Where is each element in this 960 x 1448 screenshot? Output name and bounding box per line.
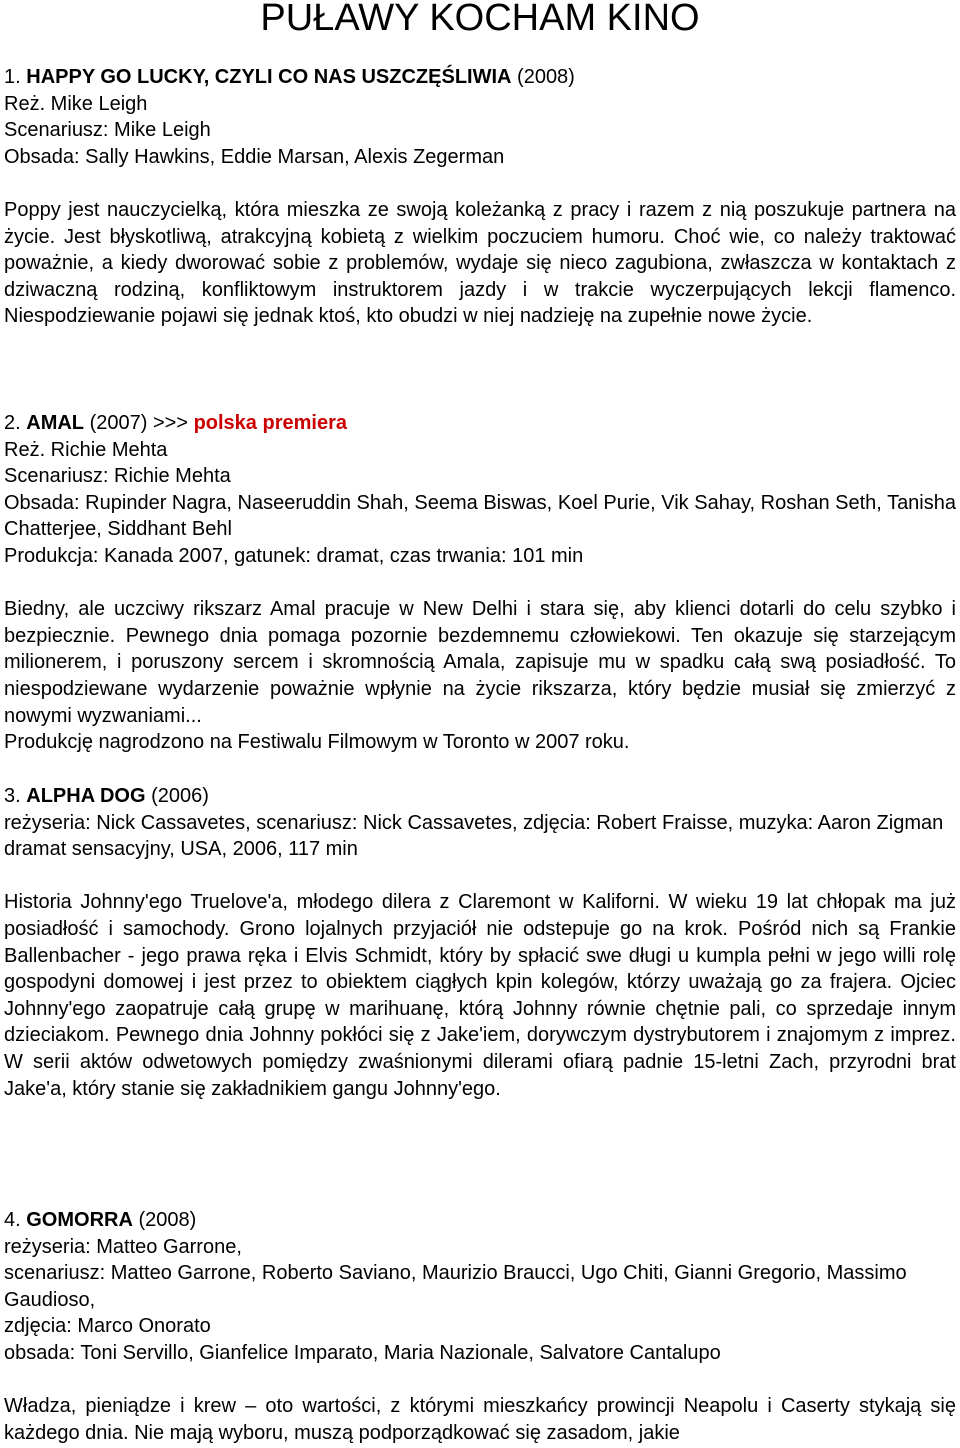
film-cast: obsada: Toni Servillo, Gianfelice Imparato, Maria Nazionale, Salvatore Cantalupo [4, 1341, 721, 1364]
film-number: 1. [4, 66, 21, 88]
film-director: reżyseria: Matteo Garrone, [4, 1235, 242, 1258]
film-award: Produkcję nagrodzono na Festiwalu Filmowym w Toronto w 2007 roku. [4, 731, 630, 754]
film-director: Reż. Mike Leigh [4, 92, 148, 115]
film-genre: dramat sensacyjny, USA, 2006, 117 min [4, 838, 358, 861]
film-description: Władza, pieniądze i krew – oto wartości, z którymi mieszkańcy prowincji Neapolu i Caserty stykają się każdego dnia. Nie mają wyboru, muszą podporządkować się zasadom, jakie [4, 1395, 956, 1444]
film-year: (2006) [151, 785, 209, 807]
film-heading [4, 410, 956, 437]
film-heading [4, 1207, 956, 1234]
film-year: (2007) >>> [89, 412, 188, 434]
film-entry-1 [4, 64, 956, 330]
film-writer: Scenariusz: Mike Leigh [4, 119, 211, 142]
film-title: HAPPY GO LUCKY, CZYLI CO NAS USZCZĘŚLIWIA [26, 66, 512, 88]
film-title: AMAL [26, 412, 85, 434]
film-description: Biedny, ale uczciwy rikszarz Amal pracuje w New Delhi i stara się, aby klienci dotarli do celu szybko i bezpiecznie. Pewnego dnia pomaga pozornie bezdemnemu człowiekowi. Ten okazuje się starzejącym milionerem, i poruszony sercem i skromnością Amala, zapisuje mu w spadku całą swą posiadłość. To niespodziewane wydarzenie poważnie wpłynie na życie rikszarza, który będzie musiał się zmierzyć z nowymi wyzwaniami... [4, 598, 956, 727]
film-year: (2008) [517, 66, 575, 88]
film-photo: zdjęcia: Marco Onorato [4, 1315, 211, 1338]
film-title: GOMORRA [26, 1209, 133, 1231]
film-number: 4. [4, 1209, 21, 1231]
film-credits: reżyseria: Nick Cassavetes, scenariusz: Nick Cassavetes, zdjęcia: Robert Fraisse, muzyka: Aaron Zigman [4, 811, 944, 834]
film-description: Historia Johnny'ego Truelove'a, młodego dilera z Claremont w Kaliforni. W wieku 19 lat chłopak ma już posiadłość i samochody. Grono lojalnych przyjaciół nie odstepuje go na krok. Pośród nich są Frankie Ballenbacher - jego prawa ręka i Elvis Schmidt, który by spłacić swe długi u kumpla pełni w jego willi rolę gospodyni domowej i jest przez to obiektem ciągłych kpin kolegów, którzy uważają go za frajera. Ojciec Johnny'ego zaopatruje całą grupę w marihuanę, którą Johnny równie chętnie pali, co sprzedaje innym dzieciakom. Pewnego dnia Johnny pokłóci się z Jake'iem, dorywczym dystrybutorem i znajomym z imprez. W serii aktów odwetowych pomiędzy zwaśnionymi dilerami ofiarą padnie 15-letni Zach, przyrodni brat Jake'a, który stanie się zakładnikiem gangu Johnny'ego. [4, 891, 956, 1100]
film-director: Reż. Richie Mehta [4, 438, 168, 461]
premiere-badge: polska premiera [193, 412, 347, 434]
page-title: PUŁAWY KOCHAM KINO [260, 0, 700, 39]
film-heading [4, 783, 956, 810]
film-year: (2008) [138, 1209, 197, 1231]
film-cast: Obsada: Sally Hawkins, Eddie Marsan, Alexis Zegerman [4, 145, 505, 168]
film-heading [4, 64, 956, 91]
film-entry-3 [4, 783, 956, 1102]
film-description: Poppy jest nauczycielką, która mieszka ze swoją koleżanką z pracy i razem z nią poszukuje partnera na życie. Jest błyskotliwą, atrakcyjną kobietą z wielkim poczuciem humoru. Choć wie, co należy traktować poważnie, a kiedy dworować sobie z problemów, wydaje się nieco zagubiona, zwłaszcza w kontaktach z dziwaczną rodziną, konfliktowym instruktorem jazdy i w trakcie wyczerpujących lekcji flamenco. Niespodziewanie pojawi się jednak ktoś, kto obudzi w niej nadzieję na zupełnie nowe życie. [4, 198, 956, 328]
film-entry-4 [4, 1207, 956, 1446]
film-title: ALPHA DOG [26, 785, 146, 807]
film-writer: Scenariusz: Richie Mehta [4, 465, 231, 488]
film-writer: scenariusz: Matteo Garrone, Roberto Saviano, Maurizio Braucci, Ugo Chiti, Gianni Gregorio, Massimo Gaudioso, [4, 1262, 907, 1311]
film-number: 3. [4, 785, 21, 807]
film-production: Produkcja: Kanada 2007, gatunek: dramat, czas trwania: 101 min [4, 544, 584, 567]
film-cast: Obsada: Rupinder Nagra, Naseeruddin Shah, Seema Biswas, Koel Purie, Vik Sahay, Roshan Seth, Tanisha Chatterjee, Siddhant Behl [4, 491, 956, 541]
film-number: 2. [4, 412, 21, 434]
film-entry-2 [4, 410, 956, 756]
